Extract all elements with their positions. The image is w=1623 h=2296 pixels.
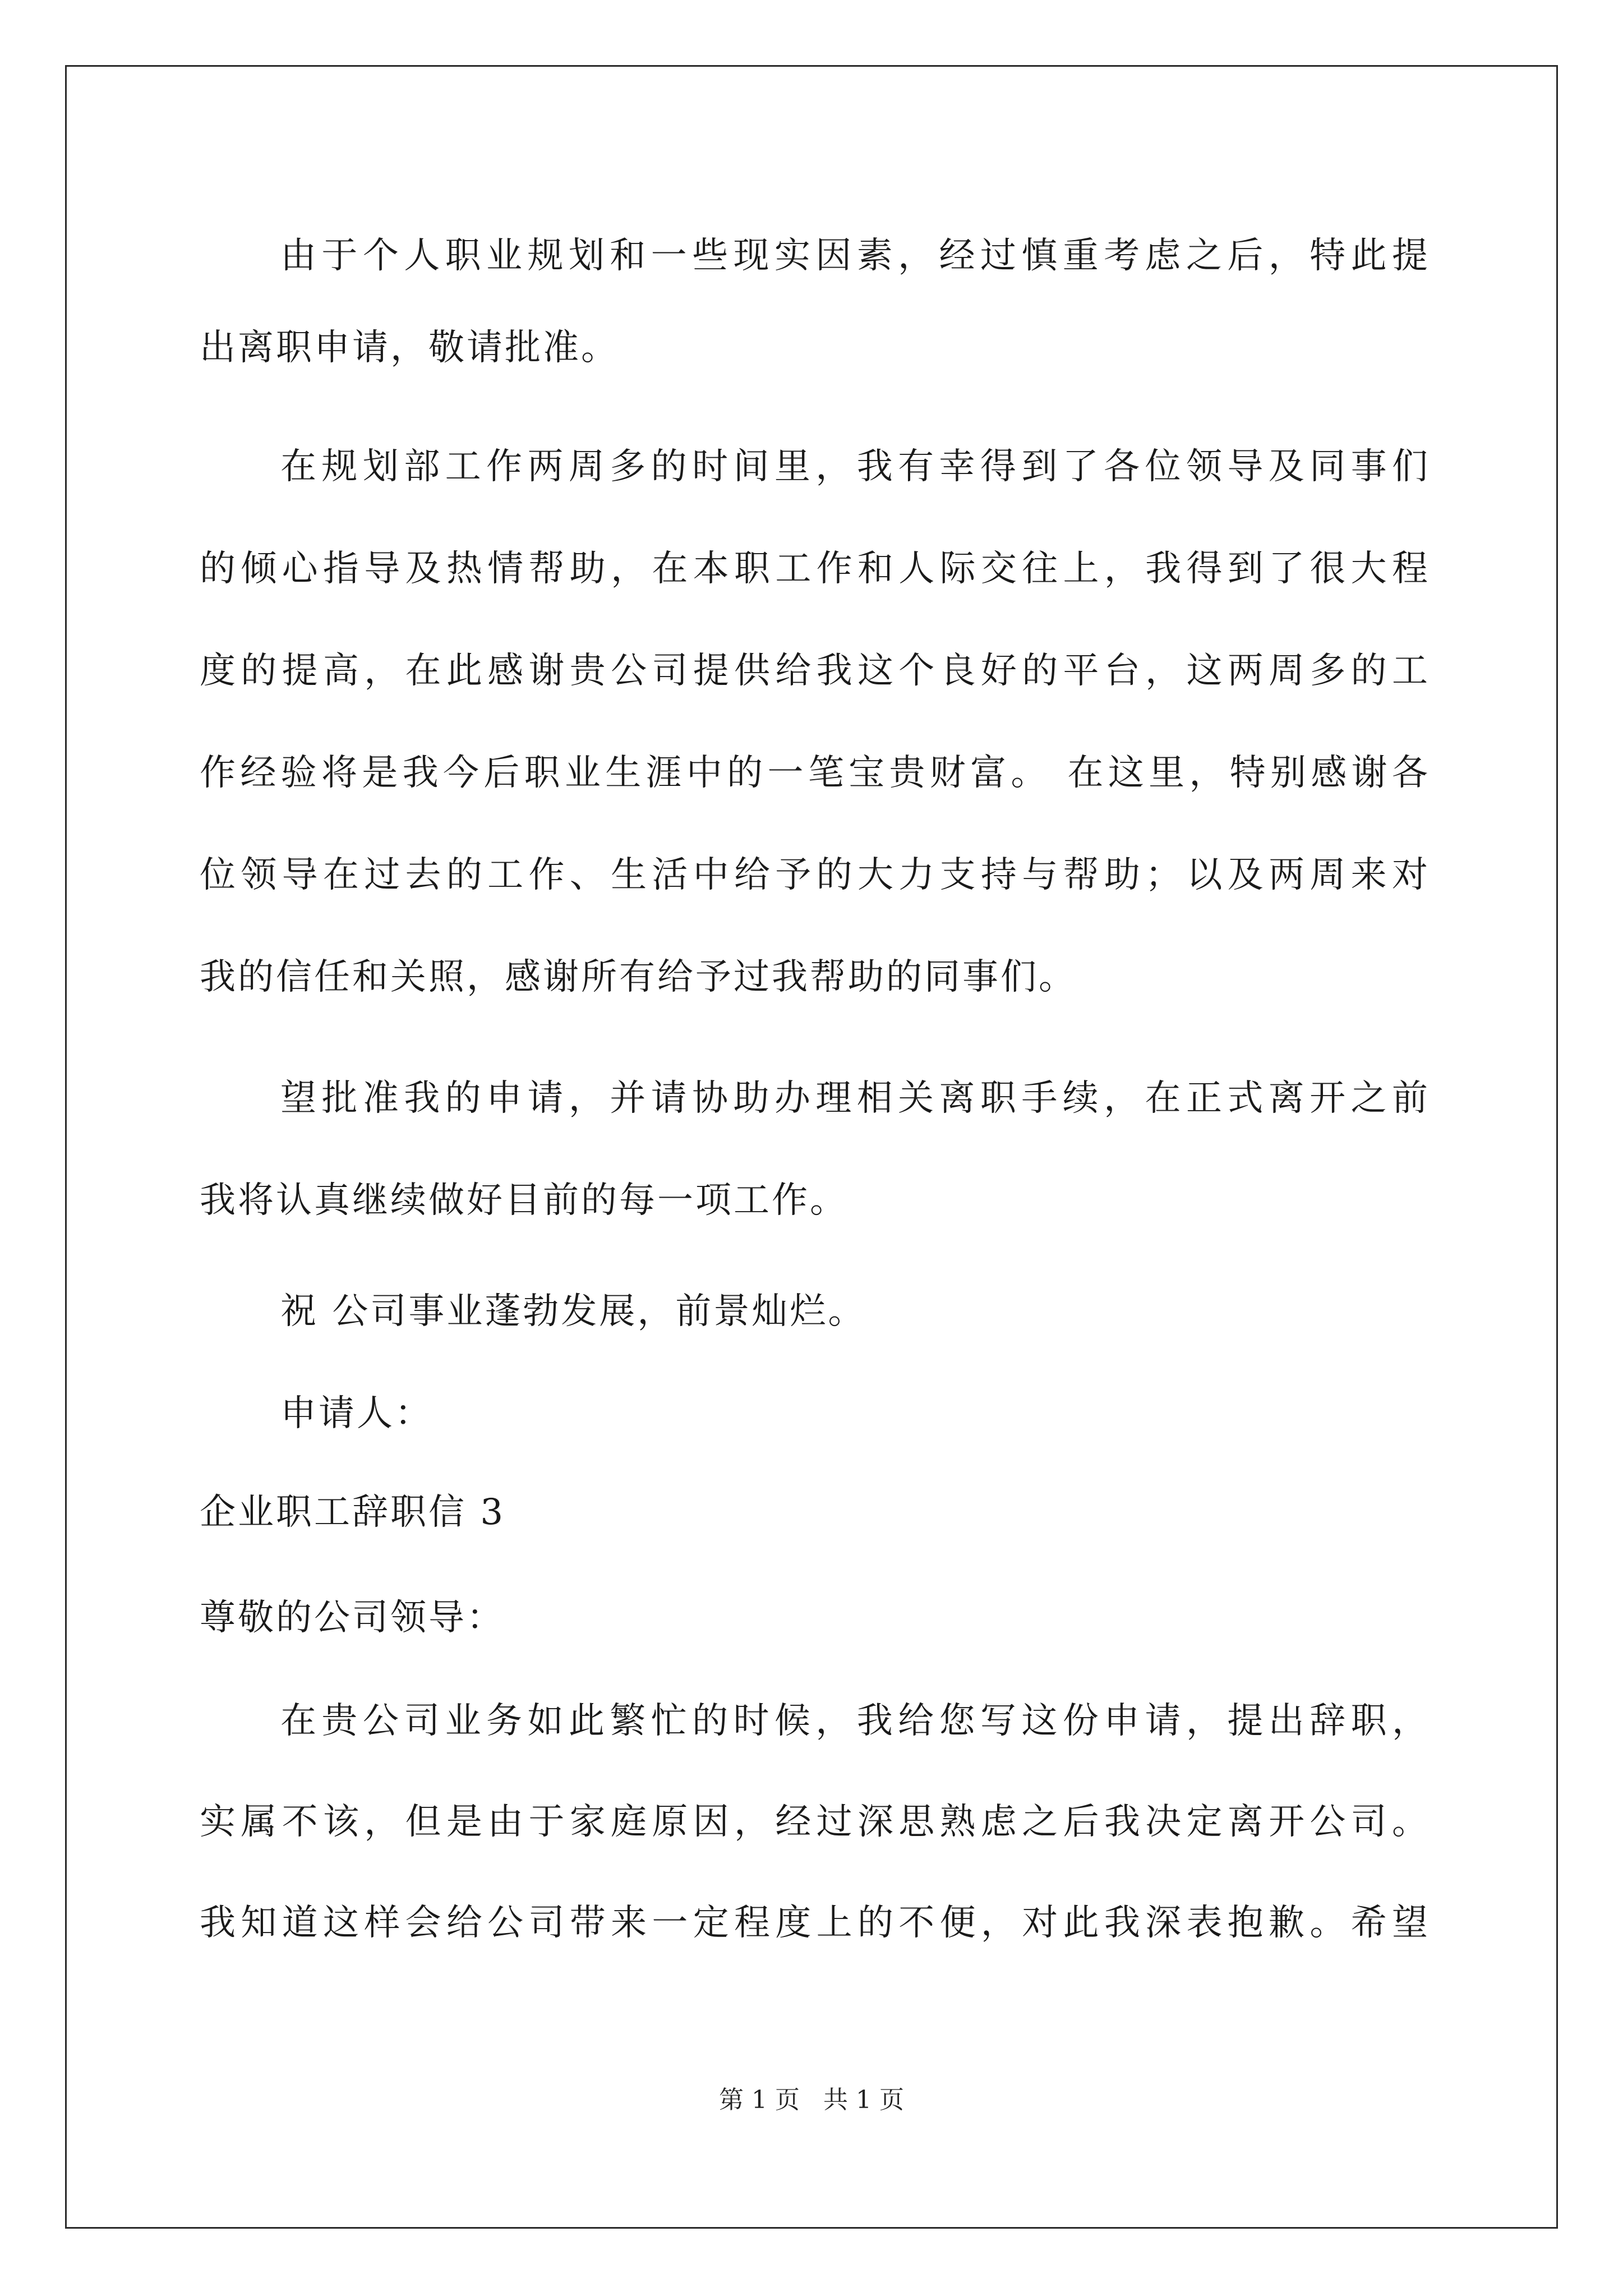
paragraph-2-line-4: 作经验将是我今后职业生涯中的一笔宝贵财富。 在这里，特别感谢各 <box>200 752 1428 794</box>
section-heading: 企业职工辞职信 3 <box>200 1492 506 1533</box>
paragraph-2-line-1: 在规划部工作两周多的时间里，我有幸得到了各位领导及同事们 <box>280 446 1428 487</box>
paragraph-1-line-2: 出离职申请，敬请批准。 <box>200 327 619 369</box>
paragraph-1-line-1: 由于个人职业规划和一些现实因素，经过慎重考虑之后，特此提 <box>280 235 1428 277</box>
page-footer <box>0 2083 1623 2117</box>
paragraph-4-line-2: 实属不该，但是由于家庭原因，经过深思熟虑之后我决定离开公司。 <box>200 1801 1428 1843</box>
page-total: 共 1 页 <box>823 2086 904 2114</box>
paragraph-2-line-2: 的倾心指导及热情帮助，在本职工作和人际交往上，我得到了很大程 <box>200 548 1428 590</box>
applicant-label: 申请人： <box>280 1393 433 1434</box>
paragraph-3-line-2: 我将认真继续做好目前的每一项工作。 <box>200 1180 848 1221</box>
paragraph-4-line-3: 我知道这样会给公司带来一定程度上的不便，对此我深表抱歉。希望 <box>200 1902 1428 1944</box>
paragraph-4-line-1: 在贵公司业务如此繁忙的时候，我给您写这份申请，提出辞职， <box>280 1700 1428 1742</box>
paragraph-2-line-6: 我的信任和关照，感谢所有给予过我帮助的同事们。 <box>200 956 1077 998</box>
paragraph-2-line-3: 度的提高，在此感谢贵公司提供给我这个良好的平台，这两周多的工 <box>200 650 1428 692</box>
closing-wish: 祝 公司事业蓬勃发展，前景灿烂。 <box>280 1291 866 1332</box>
salutation: 尊敬的公司领导： <box>200 1597 505 1639</box>
page-number: 第 1 页 <box>719 2086 800 2114</box>
paragraph-2-line-5: 位领导在过去的工作、生活中给予的大力支持与帮助；以及两周来对 <box>200 854 1428 896</box>
paragraph-3-line-1: 望批准我的申请，并请协助办理相关离职手续，在正式离开之前 <box>280 1078 1428 1119</box>
